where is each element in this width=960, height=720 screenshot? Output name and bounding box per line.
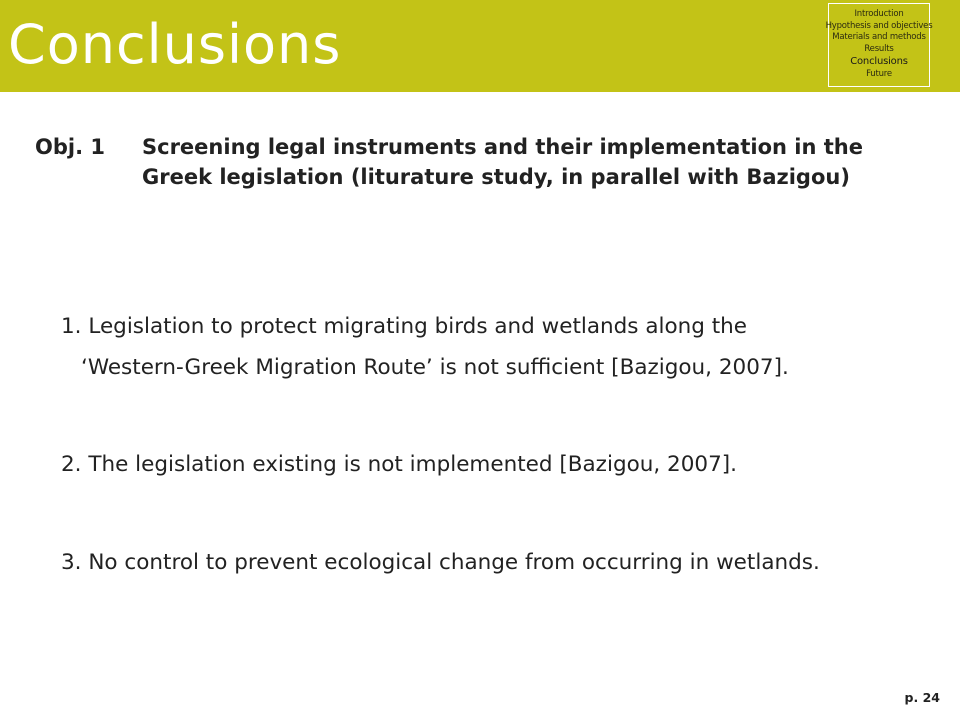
conclusion-item-1-line-2: ‘Western-Greek Migration Route’ is not sufficient [Bazigou, 2007]. [81, 355, 789, 380]
title-bar [0, 0, 960, 92]
nav-item-results[interactable]: Results [864, 43, 894, 54]
conclusion-item-1-line-1: 1. Legislation to protect migrating birds and wetlands along the [61, 314, 748, 339]
nav-item-introduction[interactable]: Introduction [854, 9, 904, 20]
conclusion-item-2: 2. The legislation existing is not implemented [Bazigou, 2007]. [61, 452, 737, 477]
conclusion-item-1 [61, 306, 921, 388]
nav-item-future[interactable]: Future [866, 69, 892, 80]
page-number: p. 24 [904, 690, 940, 705]
conclusion-item-3: 3. No control to prevent ecological change from occurring in wetlands. [61, 550, 820, 575]
objective-label: Obj. 1 [35, 135, 105, 159]
objective-text-line-2: Greek legislation (liturature study, in parallel with Bazigou) [142, 165, 850, 189]
slide-title: Conclusions [8, 13, 342, 76]
section-navigation [825, 3, 933, 87]
objective-text-line-1: Screening legal instruments and their implementation in the [142, 135, 863, 159]
nav-item-conclusions[interactable]: Conclusions [850, 56, 908, 68]
nav-item-materials[interactable]: Materials and methods [832, 32, 926, 43]
objective-text [142, 132, 922, 192]
nav-item-hypothesis[interactable]: Hypothesis and objectives [825, 20, 933, 31]
